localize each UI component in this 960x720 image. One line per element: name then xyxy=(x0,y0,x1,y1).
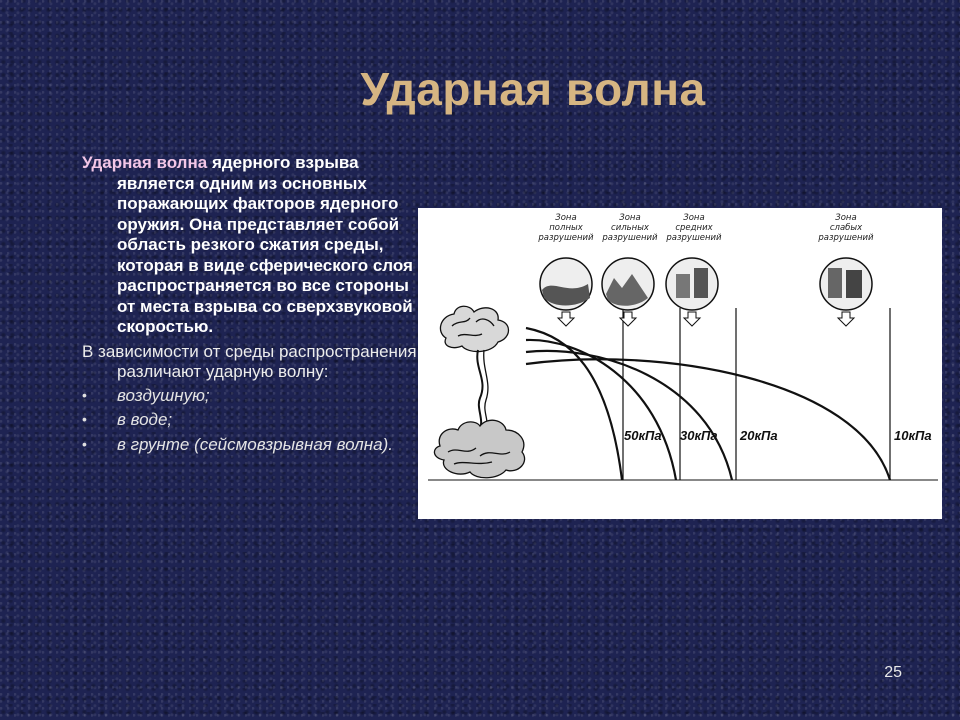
zone-full-destruction-icon xyxy=(540,258,592,326)
zone-label: разрушений xyxy=(666,233,722,243)
bullet-icon: • xyxy=(82,411,87,427)
zone-dividers xyxy=(623,308,890,480)
zone-label: Зона xyxy=(835,213,857,223)
zone-label: разрушений xyxy=(602,233,658,243)
definition-text: ядерного взрыва является одним из основных поражающих факторов ядерного оружия. Она представляет собой область резкого сжатия среды, которая в виде сферического слоя распространяется во все стороны от места взрыва со сверхзвуковой скоростью. xyxy=(117,153,413,336)
mushroom-cloud-icon xyxy=(434,306,524,478)
pressure-label: 50кПа xyxy=(624,428,662,443)
zone-label: разрушений xyxy=(818,233,874,243)
zone-label: сильных xyxy=(611,223,649,233)
page-number: 25 xyxy=(884,664,902,681)
zone-label: полных xyxy=(549,223,583,233)
list-item-text: в воде; xyxy=(117,410,173,429)
zone-label: Зона xyxy=(619,213,641,223)
list-item xyxy=(82,386,422,407)
bullet-icon: • xyxy=(82,435,87,452)
slide-body xyxy=(82,153,422,459)
slide-title: Ударная волна xyxy=(360,63,706,115)
pressure-label: 10кПа xyxy=(894,428,932,443)
zone-label: средних xyxy=(675,223,713,233)
shockwave-arcs xyxy=(526,328,890,480)
zone-medium-destruction-icon xyxy=(666,258,718,326)
arc-20kpa xyxy=(526,351,732,480)
zone-label: Зона xyxy=(555,213,577,223)
media-list xyxy=(82,386,422,456)
shockwave-diagram-svg xyxy=(418,208,942,519)
shockwave-diagram xyxy=(418,208,942,519)
list-item xyxy=(82,410,422,431)
media-intro-paragraph: В зависимости от среды распространения различают ударную волну: xyxy=(82,341,417,381)
definition-paragraph xyxy=(82,153,422,338)
pressure-labels xyxy=(624,428,932,443)
zone-heavy-destruction-icon xyxy=(602,258,654,326)
bullet-icon: • xyxy=(82,386,87,403)
list-item-text: в грунте (сейсмовзрывная волна). xyxy=(117,434,393,454)
pressure-label: 20кПа xyxy=(740,428,778,443)
zone-label: Зона xyxy=(683,213,705,223)
zone-light-destruction-icon xyxy=(820,258,872,326)
zone-label: разрушений xyxy=(538,233,594,243)
list-item xyxy=(82,435,422,456)
list-item-text: воздушную; xyxy=(117,385,210,405)
term-highlight: Ударная волна xyxy=(82,153,208,172)
pressure-label: 30кПа xyxy=(680,428,718,443)
zone-labels xyxy=(537,213,874,243)
zone-markers xyxy=(540,258,872,326)
zone-label: слабых xyxy=(829,223,863,233)
arc-10kpa xyxy=(526,359,890,480)
